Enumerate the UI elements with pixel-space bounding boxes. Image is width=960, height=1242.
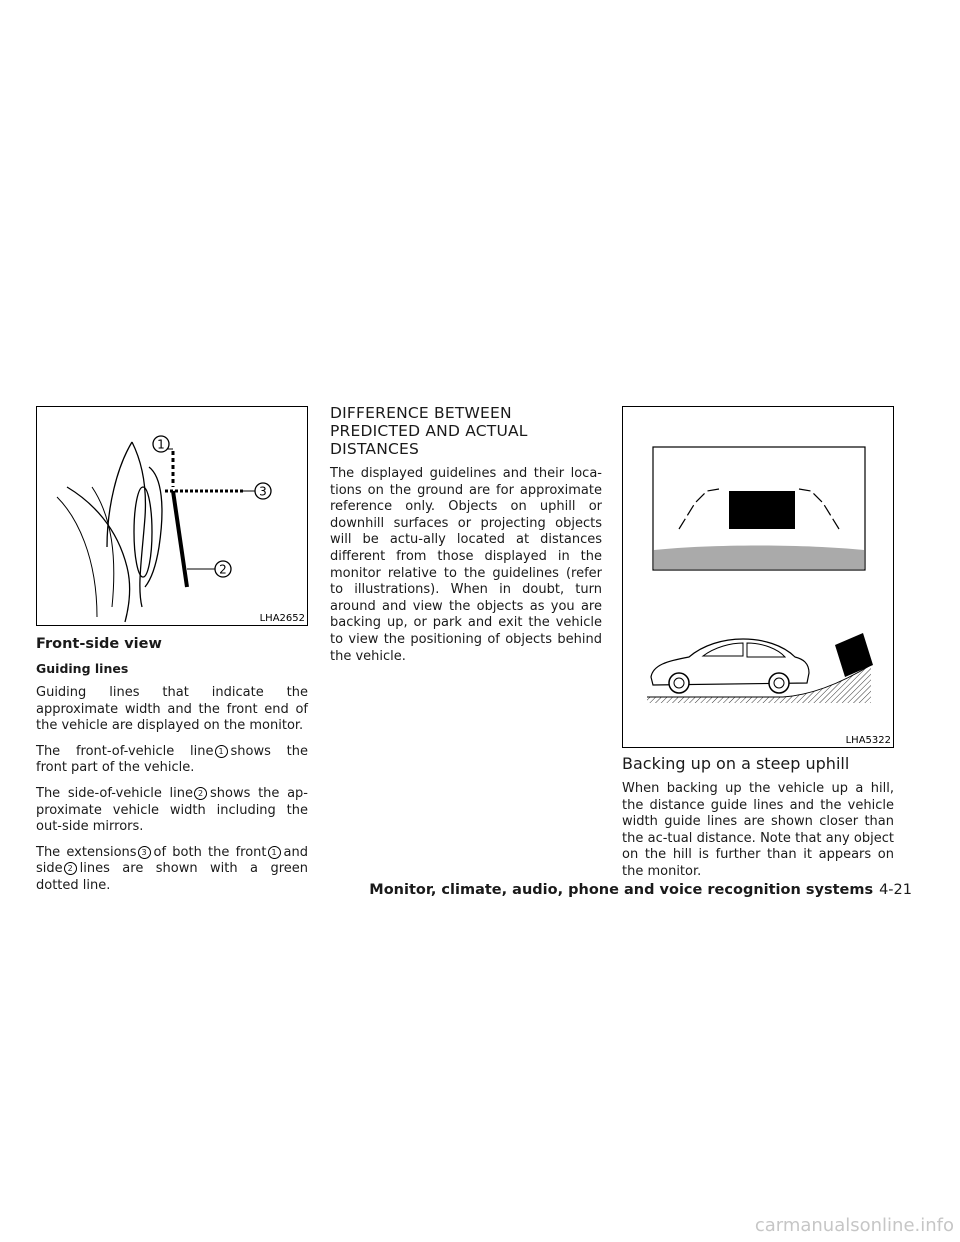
paragraph-side-line: The side-of-vehicle line 2 shows the ap-proximate vehicle width including the out-side mirrors.	[36, 785, 308, 835]
paragraph-front-line: The front-of-vehicle line 1 shows the front part of the vehicle.	[36, 743, 308, 776]
page-footer	[369, 882, 912, 898]
paragraph: When backing up the vehicle up a hill, the distance guide lines and the vehicle width guide lines are shown closer than the ac-tual distance. Note that any object on the hill is further than it appears on the monitor.	[622, 781, 894, 879]
middle-column-text	[330, 404, 602, 674]
svg-text:3: 3	[259, 484, 267, 499]
guiding-lines-subheading: Guiding lines	[36, 661, 129, 676]
paragraph: Guiding lines that indicate the approximate width and the front end of the vehicle are displayed on the monitor.	[36, 685, 308, 734]
callout-ref: 3	[138, 846, 151, 859]
callout-ref: 2	[64, 862, 77, 875]
paragraph: The displayed guidelines and their loca-tions on the ground are for approximate reference only. Objects on uphill or downhill surfaces or projecting objects will be actu-ally located at distances different from those displayed in the monitor relative to the guidelines (refer to illustrations). When in doubt, turn around and view the objects as you are backing up, or park and exit the vehicle to view the positioning of objects behind the vehicle.	[330, 466, 602, 664]
callout-3	[255, 483, 271, 499]
callout-ref: 2	[194, 787, 207, 800]
paragraph-extensions: The extensions 3 of both the front 1 and side 2 lines are shown with a green dotted line.	[36, 844, 308, 893]
watermark: carmanualsonline.info	[754, 1215, 954, 1236]
figure-code: LHA5322	[845, 735, 891, 746]
footer-section-title: Monitor, climate, audio, phone and voice recognition systems	[369, 882, 874, 898]
right-column-text	[622, 754, 894, 890]
section-heading: Backing up on a steep uphill	[622, 754, 850, 773]
figure-code: LHA2652	[259, 613, 305, 624]
section-heading: DIFFERENCE BETWEEN PREDICTED AND ACTUAL DISTANCES	[330, 404, 528, 458]
svg-text:2: 2	[219, 562, 227, 577]
front-side-view-figure	[36, 406, 308, 626]
svg-text:1: 1	[157, 437, 165, 452]
callout-2	[215, 561, 231, 577]
callout-ref: 1	[215, 745, 228, 758]
uphill-illustration	[623, 407, 893, 747]
uphill-figure	[622, 406, 894, 748]
callout-1	[153, 436, 169, 452]
callout-ref: 1	[268, 846, 281, 859]
front-side-view-heading: Front-side view	[36, 636, 162, 652]
front-side-view-illustration	[37, 407, 307, 625]
page-number: 4-21	[879, 882, 912, 898]
left-column-text	[36, 636, 308, 904]
